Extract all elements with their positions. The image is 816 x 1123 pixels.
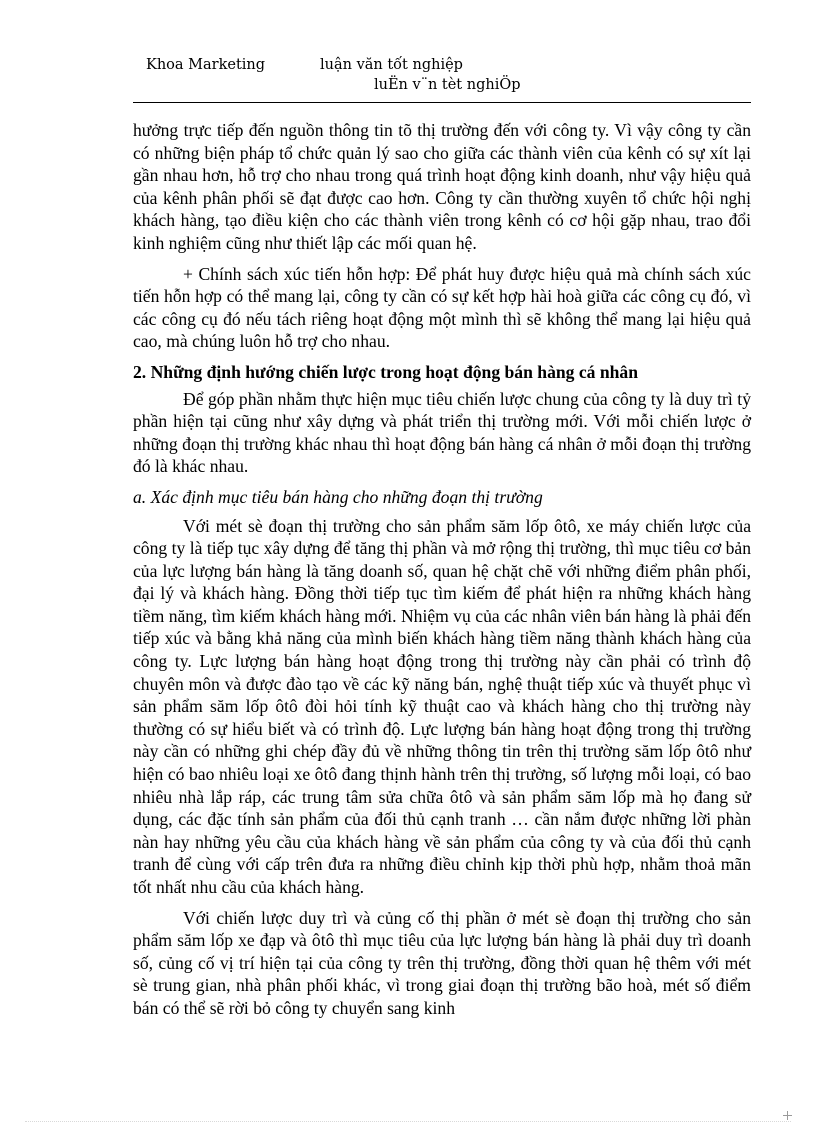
crosshair-icon [783,1111,792,1120]
document-body [133,119,751,1028]
paragraph-sales-objectives-maintain: Với chiến lược duy trì và củng cố thị phần ở mét sè đoạn thị trường cho sản phẩm săm lốp xe đạp và ôtô thì mục tiêu của lực lượng bán hàng là phải duy trì doanh số, củng cố vị trí hiện tại của công ty trên thị trường, đồng thời quan hệ thêm với mét sè trung gian, nhà phân phối khác, vì trong giai đoạn thị trường bão hoà, mét số điểm bán có thể sẽ rời bỏ công ty chuyển sang kinh [133,907,751,1018]
paragraph-channel-management: hưởng trực tiếp đến nguồn thông tin tõ thị trường đến với công ty. Vì vậy công ty cần có những biện pháp tổ chức quản lý sao cho giữa các thành viên của kênh có sự xít lại gần nhau hơn, hỗ trợ cho nhau trong quá trình hoạt động kinh doanh, như vậy hiệu quả của kênh phân phối sẽ đạt được cao hơn. Công ty cần thường xuyên tổ chức hội nghị khách hàng, tạo điều kiện cho các thành viên trong kênh có cơ hội gặp nhau, trao đổi kinh nghiệm cũng như thiết lập các mối quan hệ. [133,120,751,253]
paragraph-promotion-policy: + Chính sách xúc tiến hỗn hợp: Để phát huy được hiệu quả mà chính sách xúc tiến hỗn hợp có thể mang lại, công ty cần có sự kết hợp hài hoà giữa các công cụ đó, vì các công cụ đó nếu tách riêng hoạt động một mình thì sẽ không thể mang lại hiệu quả cao, mà chúng luôn hỗ trợ cho nhau. [133,263,751,352]
paragraph-strategy-intro: Để góp phần nhằm thực hiện mục tiêu chiến lược chung của công ty là duy trì tỷ phần hiện tại cũng như xây dựng và phát triển thị trường mới. Với mỗi chiến lược ở những đoạn thị trường khác nhau thì hoạt động bán hàng cá nhân ở mỗi đoạn thị trường đó là khác nhau. [133,388,751,477]
page-bottom-border [25,1121,791,1122]
header-thesis-title: luận văn tốt nghiệp [320,57,463,73]
header-department: Khoa Marketing [146,57,266,73]
section-heading-2: 2. Những định hướng chiến lược trong hoạt động bán hàng cá nhân [133,361,639,382]
header-thesis-title-garbled: luËn v¨n tèt nghiÖp [374,77,521,93]
paragraph-sales-objectives-growth: Với mét sè đoạn thị trường cho sản phẩm săm lốp ôtô, xe máy chiến lược của công ty là tiếp tục xây dựng để tăng thị phần và mở rộng thị trường, thì mục tiêu cơ bản của lực lượng bán hàng là tăng doanh số, quan hệ chặt chẽ với những điểm phân phối, đại lý và khách hàng. Đồng thời tiếp tục tìm kiếm để phát hiện ra những khách hàng tiềm năng, tìm kiếm khách hàng mới. Nhiệm vụ của các nhân viên bán hàng là phải đến tiếp xúc và bằng khả năng của mình biến khách hàng tiềm năng thành khách hàng của công ty. Lực lượng bán hàng hoạt động trong thị trường này cần phải có trình độ chuyên môn và được đào tạo về các kỹ năng bán, nghệ thuật tiếp xúc và thuyết phục vì sản phẩm săm lốp ôtô đòi hỏi tính kỹ thuật cao và khách hàng cho thị trường này thường có sự hiểu biết và có trình độ. Lực lượng bán hàng hoạt động trong thị trường này cần có những ghi chép đầy đủ về những thông tin trên thị trường săm lốp ôtô như hiện có bao nhiêu loại xe ôtô đang thịnh hành trên thị trường, số lượng mỗi loại, có bao nhiêu nhà lắp ráp, các trung tâm sửa chữa ôtô và sản phẩm săm lốp mà họ đang sử dụng, các đặc tính sản phẩm của đối thủ cạnh tranh … cần nắm được những lời phàn nàn hay những yêu cầu của khách hàng về sản phẩm của công ty và của đối thủ cạnh tranh để cùng với cấp trên đưa ra những điều chỉnh kịp thời phù hợp, nhằm thoả mãn tốt nhất nhu cầu của khách hàng. [133,515,751,897]
subsection-heading-a: a. Xác định mục tiêu bán hàng cho những đoạn thị trường [133,486,543,507]
header-rule [133,102,751,103]
